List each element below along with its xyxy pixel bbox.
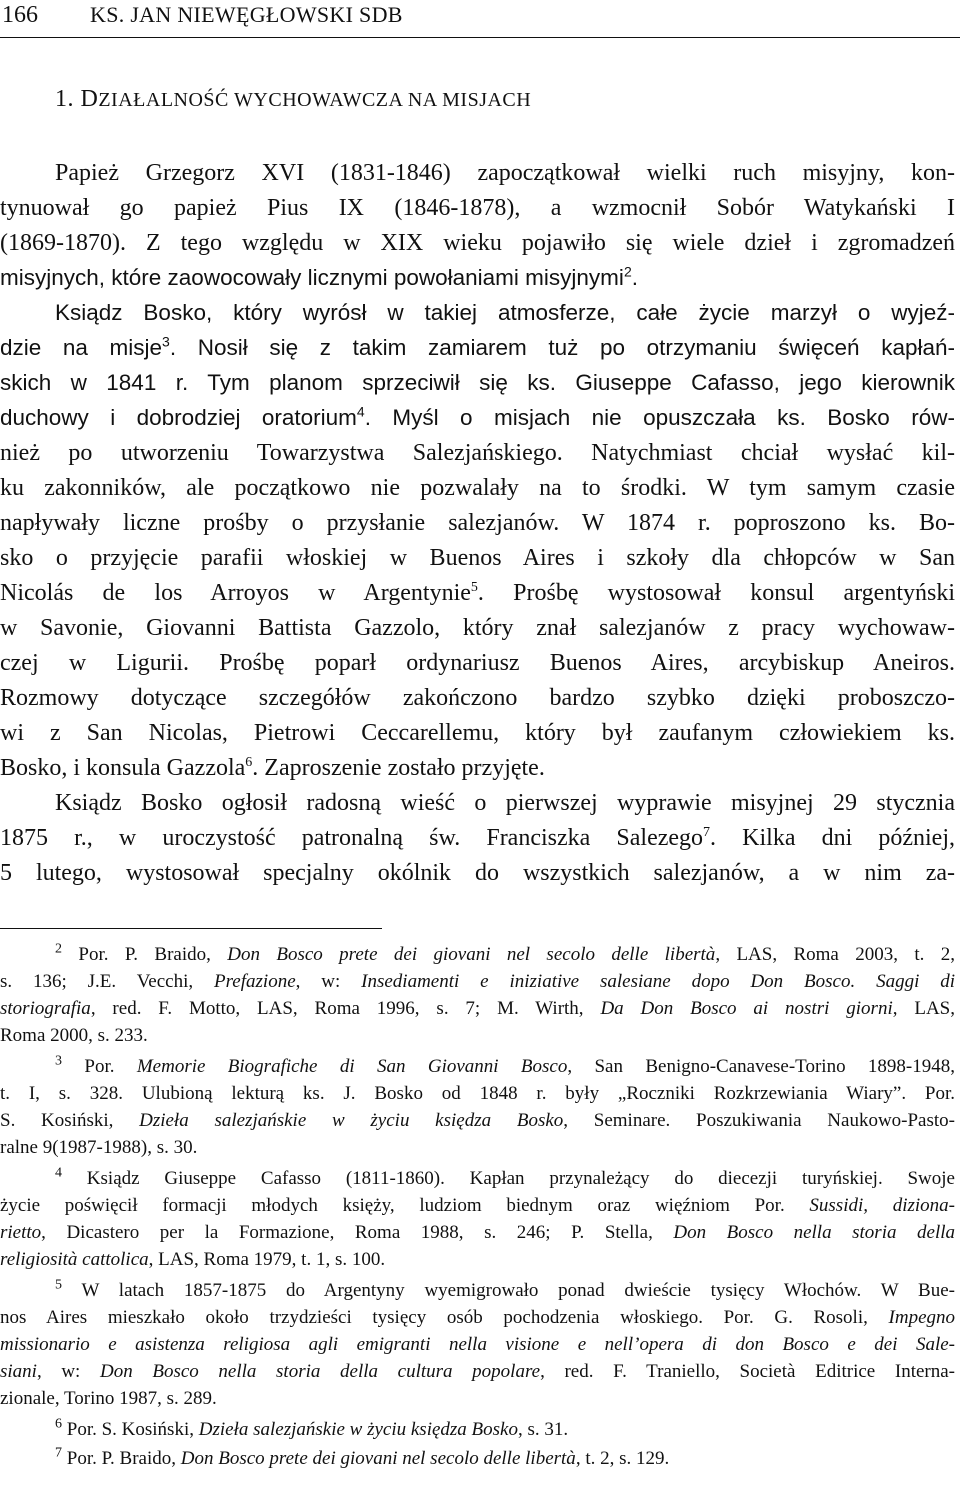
footnote-line: missionario e asistenza religiosa agli emigranti nella visione e nell’opera di don Bosco e dei Sale- — [0, 1334, 955, 1355]
body-line: tynuował go papież Pius IX (1846-1878), a wzmocnił Sobór Watykański I — [0, 195, 955, 221]
footnote-number: 2 — [55, 941, 62, 957]
section-number: 1. — [55, 86, 74, 112]
footnote-line: $^5$ W latach 1857-1875 do Argentyny wyemigrowało ponad dwieście tysięcy Włochów. W Bue- — [55, 1277, 955, 1301]
footnote-number: 6 — [55, 1416, 62, 1432]
body-line: skich w 1841 r. Tym planom sprzeciwił się ks. Giuseppe Cafasso, jego kierownik — [0, 370, 955, 395]
body-line: Ksiądz Bosko, który wyrósł w takiej atmosferze, całe życie marzył o wyjeź- — [55, 300, 955, 325]
footnote-line: religiosità cattolica, LAS, Roma 1979, t. 1, s. 100. — [0, 1249, 386, 1270]
footnote-rule — [0, 928, 382, 929]
body-line: sko o przyjęcie parafii włoskiej w Buenos Aires i szkoły dla chłopców w San — [0, 545, 955, 571]
body-line: Bosko, i konsula Gazzola$^6$. Zaproszenie zostało przyjęte. — [0, 755, 545, 781]
body-line: ku zakonników, ale początkowo nie pozwalały na to środki. W tym samym czasie — [0, 475, 955, 501]
footnote-ref: 7 — [703, 825, 711, 840]
footnote-line: $^4$ Ksiądz Giuseppe Cafasso (1811-1860). Kapłan przynależący do diecezji turyńskiej. Swoje — [55, 1165, 955, 1189]
footnote-line: ralne 9(1987-1988), s. 30. — [0, 1137, 198, 1158]
footnote-line: Roma 2000, s. 233. — [0, 1025, 148, 1046]
footnote-number: 3 — [55, 1053, 62, 1069]
footnote-line: życie poświęcił formacji młodych księży, ludziom biednym oraz więźniom Por. Sussidi, diziona- — [0, 1195, 955, 1216]
body-line: (1869-1870). Z tego względu w XIX wieku pojawiło się wiele dzieł i zgromadzeń — [0, 230, 955, 256]
body-line: misyjnych, które zaowocowały licznymi powołaniami misyjnymi$^2$. — [0, 263, 638, 290]
footnote-line: siani, w: Don Bosco nella storia della cultura popolare, red. F. Traniello, Società Editrice Interna- — [0, 1361, 955, 1382]
footnote-line: rietto, Dicastero per la Formazione, Roma 1988, s. 246; P. Stella, Don Bosco nella storia della — [0, 1222, 955, 1243]
body-line: Papież Grzegorz XVI (1831-1846) zapoczątkował wielki ruch misyjny, kon- — [55, 160, 955, 186]
footnote-line: storiografia, red. F. Motto, LAS, Roma 1996, s. 7; M. Wirth, Da Don Bosco ai nostri giorni, LAS, — [0, 998, 955, 1019]
footnote-line: $^6$ Por. S. Kosiński, Dzieła salezjańskie w życiu księdza Bosko, s. 31. — [55, 1416, 569, 1440]
section-heading — [55, 84, 531, 115]
footnote-number: 7 — [55, 1445, 62, 1461]
body-line: Rozmowy dotyczące szczegółów zakończono bardzo szybko dzięki proboszczo- — [0, 685, 955, 711]
body-line: czej w Ligurii. Prośbę poparł ordynariusz Buenos Aires, arcybiskup Aneiros. — [0, 650, 955, 676]
section-title-initial: D — [80, 86, 99, 112]
body-line: duchowy i dobrodziej oratorium$^4$. Myśl o misjach nie opuszczała ks. Bosko rów- — [0, 403, 955, 430]
footnote-line: S. Kosiński, Dzieła salezjańskie w życiu księdza Bosko, Seminare. Poszukiwania Naukowo-Pasto- — [0, 1110, 955, 1131]
footnote-number: 5 — [55, 1277, 62, 1293]
footnote-line: $^7$ Por. P. Braido, Don Bosco prete dei giovani nel secolo delle libertà, t. 2, s. 129. — [55, 1445, 670, 1469]
body-line: 5 lutego, wystosował specjalny okólnik do wszystkich salezjanów, a w nim za- — [0, 860, 955, 886]
footnote-line: $^2$ Por. P. Braido, Don Bosco prete dei giovani nel secolo delle libertà, LAS, Roma 2003, t. 2, — [55, 941, 955, 965]
body-line: wi z San Nicolas, Pietrowi Ceccarellemu, który był zaufanym człowiekiem ks. — [0, 720, 955, 746]
footnote-ref: 2 — [623, 263, 632, 280]
page-number: 166 — [2, 2, 38, 28]
footnote-ref: 3 — [162, 333, 170, 350]
footnote-line: t. I, s. 328. Ulubioną lekturą ks. J. Bosko od 1848 r. były „Roczniki Rozkrzewiania Wiary”. Por. — [0, 1083, 955, 1104]
body-line: napływały liczne prośby o przysłanie salezjanów. W 1874 r. poproszono ks. Bo- — [0, 510, 955, 536]
footnote-line: zionale, Torino 1987, s. 289. — [0, 1388, 217, 1409]
section-title: ZIAŁALNOŚĆ WYCHOWAWCZA NA MISJACH — [98, 89, 532, 111]
footnote-ref: 5 — [470, 580, 478, 595]
footnote-line: $^3$ Por. Memorie Biografiche di San Giovanni Bosco, San Benigno-Canavese-Torino 1898-1948, — [55, 1053, 956, 1077]
body-line: dzie na misje$^3$. Nosił się z takim zamiarem tuż po otrzymaniu święceń kapłań- — [0, 333, 955, 360]
body-line: Nicolás de los Arroyos w Argentynie$^5$. Prośbę wystosował konsul argentyński — [0, 580, 955, 606]
body-line: 1875 r., w uroczystość patronalną św. Franciszka Salezego$^7$. Kilka dni później, — [0, 825, 955, 851]
body-line: w Savonie, Giovanni Battista Gazzolo, który znał salezjanów z pracy wychowaw- — [0, 615, 955, 641]
footnote-line: nos Aires mieszkało około trzydzieści tysięcy osób pochodzenia włoskiego. Por. G. Rosoli, Impegno — [0, 1307, 955, 1328]
footnote-ref: 4 — [356, 403, 365, 420]
body-line: nież po utworzeniu Towarzystwa Salezjańskiego. Natychmiast chciał wysłać kil- — [0, 440, 955, 466]
running-head — [0, 0, 960, 30]
footnote-ref: 6 — [245, 755, 253, 770]
body-line: Ksiądz Bosko ogłosił radosną wieść o pierwszej wyprawie misyjnej 29 stycznia — [55, 790, 955, 816]
header-rule — [0, 37, 960, 38]
running-title: KS. JAN NIEWĘGŁOWSKI SDB — [90, 2, 403, 27]
footnote-number: 4 — [55, 1165, 62, 1181]
footnote-line: s. 136; J.E. Vecchi, Prefazione, w: Insediamenti e iniziative salesiane dopo Don Bosco. Saggi di — [0, 971, 956, 992]
